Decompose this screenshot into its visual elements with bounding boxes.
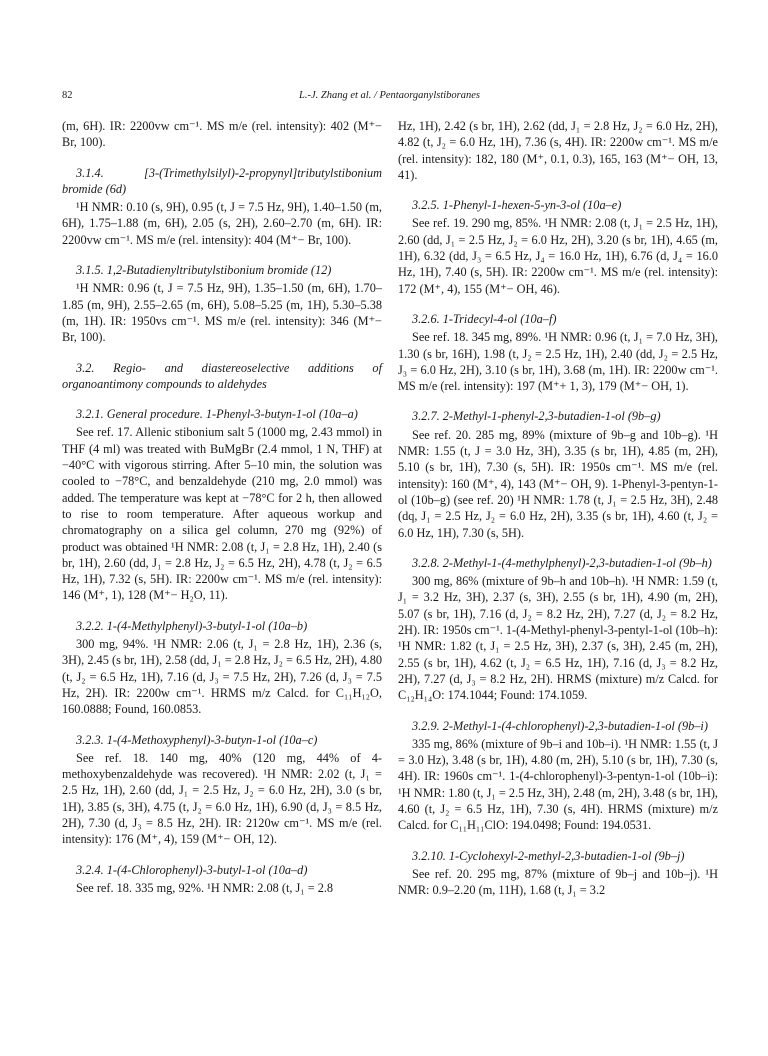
left-column [62,118,382,896]
section-heading: 3.1.4. [3-(Trimethylsilyl)-2-propynyl]tributylstibonium bromide (6d) [62,165,382,196]
section-block [62,732,382,848]
body-paragraph: See ref. 17. Allenic stibonium salt 5 (1000 mg, 2.43 mmol) in THF (4 ml) was treated with BuMgBr (2.4 mmol, 1 N, THF) at −40°C with vigorous stirring. After 5–10 min, the solution was cooled to −78°C, and benzaldehyde (210 mg, 2.0 mmol) was added. The temperature was kept at −78°C for 2 h, then allowed to rise to room temperature. After aqueous workup and chromatography on a silica gel column, 270 mg (92%) of product was obtained ¹H NMR: 2.08 (t, J₁ = 2.8 Hz, 1H), 2.40 (s br, 1H), 2.60 (dd, J₁ = 2.8 Hz, J₂ = 6.5 Hz, 2H), 4.78 (t, J₂ = 6.5 Hz, 1H), 7.32 (s, 5H). IR: 2200w cm⁻¹. MS m/e (rel. intensity): 146 (M⁺, 1), 128 (M⁺− H₂O, 11). [62,425,382,603]
section-heading: 3.2.9. 2-Methyl-1-(4-chlorophenyl)-2,3-butadien-1-ol (9b–i) [412,718,708,733]
section-block [62,360,382,393]
section-heading: 3.2.1. General procedure. 1-Phenyl-3-butyn-1-ol (10a–a) [76,407,358,422]
section-block [62,618,382,718]
section-block [398,718,718,834]
body-paragraph: (m, 6H). IR: 2200vw cm⁻¹. MS m/e (rel. intensity): 402 (M⁺− Br, 100). [62,119,382,150]
section-heading: 3.2.3. 1-(4-Methoxyphenyl)-3-butyn-1-ol (10a–c) [76,732,318,747]
running-title: L.-J. Zhang et al. / Pentaorganylstiboranes [298,90,481,101]
body-paragraph: Hz, 1H), 2.42 (s br, 1H), 2.62 (dd, J₁ = 2.8 Hz, J₂ = 6.0 Hz, 2H), 4.82 (t, J₂ = 6.0 Hz, 1H), 7.36 (s, 4H). IR: 2200w cm⁻¹. MS m/e (rel. intensity): 182, 180 (M⁺, 0.1, 0.3), 165, 163 (M⁺− OH, 13, 41). [398,119,718,182]
section-heading: 3.1.5. 1,2-Butadienyltributylstibonium bromide (12) [76,263,332,278]
section-block [398,197,718,297]
body-paragraph: 300 mg, 94%. ¹H NMR: 2.06 (t, J₁ = 2.8 Hz, 1H), 2.36 (s, 3H), 2.45 (s br, 1H), 2.58 (dd, J₁ = 2.8 Hz, J₂ = 6.5 Hz, 2H), 4.80 (t, J₂ = 6.5 Hz, 1H), 7.16 (d, J₃ = 7.5 Hz, 2H), 7.26 (d, J₃ = 7.5 Hz, 2H). IR: 2200w cm⁻¹. HRMS m/z Calcd. for C₁₁H₁₂O, 160.0888; Found, 160.0853. [62,637,382,717]
section-heading: 3.2. Regio- and diastereoselective additions of organoantimony compounds to aldehydes [62,360,382,391]
section-heading: 3.2.5. 1-Phenyl-1-hexen-5-yn-3-ol (10a–e) [412,198,622,213]
body-paragraph: See ref. 20. 285 mg, 89% (mixture of 9b–g and 10b–g). ¹H NMR: 1.55 (t, J = 3.0 Hz, 3H), 3.35 (s br, 1H), 4.85 (m, 2H), 5.10 (s br, 1H), 7.30 (s, 5H). IR: 1950s cm⁻¹. MS m/e (rel. intensity): 160 (M⁺, 4), 143 (M⁺− OH, 9). 1-Phenyl-3-pentyn-1-ol (10b–g) (see ref. 20) ¹H NMR: 1.78 (t, J₁ = 2.5 Hz, 3H), 2.48 (dq, J₁ = 2.5 Hz, J₂ = 6.0 Hz, 2H), 3.35 (s br, 1H), 4.60 (t, J₂ = 6.0 Hz, 1H), 7.30 (s, 5H). [398,427,718,540]
body-paragraph: See ref. 18. 335 mg, 92%. ¹H NMR: 2.08 (t, J₁ = 2.8 [76,880,334,895]
right-column [398,118,718,898]
section-heading: 3.2.10. 1-Cyclohexyl-2-methyl-2,3-butadien-1-ol (9b–j) [412,848,685,863]
section-block [62,118,382,151]
body-paragraph: See ref. 18. 140 mg, 40% (120 mg, 44% of 4-methoxybenzaldehyde was recovered). ¹H NMR: 2.02 (t, J₁ = 2.5 Hz, 1H), 2.60 (dd, J₁ = 2.5 Hz, J₂ = 6.0 Hz, 2H), 3.0 (s br, 1H), 3.85 (s, 3H), 4.75 (t, J₂ = 6.0 Hz, 1H), 6.90 (d, J₃ = 8.5 Hz, 2H), 7.30 (d, J₃ = 8.5 Hz, 2H). IR: 2120w cm⁻¹. MS m/e (rel. intensity): 176 (M⁺, 4), 159 (M⁺− OH, 12). [62,750,382,847]
body-paragraph: 335 mg, 86% (mixture of 9b–i and 10b–i). ¹H NMR: 1.55 (t, J = 3.0 Hz), 3.48 (s br, 1H), 4.80 (m, 2H), 5.10 (s br, 1H), 7.30 (s, 4H). IR: 1960s cm⁻¹. 1-(4-chlorophenyl)-3-pentyn-1-ol (10b–i): ¹H NMR: 1.80 (t, J₁ = 2.5 Hz, 3H), 2.48 (m, 2H), 3.48 (s br, 1H), 4.60 (t, J₂ = 6.5 Hz, 1H), 7.30 (s, 4H). HRMS (mixture) m/z Calcd. for C₁₁H₁₁ClO: 194.0498; Found: 194.0531. [398,736,718,833]
section-heading: 3.2.7. 2-Methyl-1-phenyl-2,3-butadien-1-ol (9b–g) [412,409,661,424]
body-paragraph: See ref. 18. 345 mg, 89%. ¹H NMR: 0.96 (t, J₁ = 7.0 Hz, 3H), 1.30 (s br, 16H), 1.98 (t, J₂ = 2.5 Hz, 1H), 2.40 (dd, J₂ = 2.5 Hz, J₃ = 6.0 Hz, 2H), 3.10 (s br, 1H), 3.68 (m, 1H). IR: 2200w cm⁻¹. MS m/e (rel. intensity): 197 (M⁺+ 1, 3), 179 (M⁺− OH, 1). [398,330,718,394]
running-header [62,90,717,106]
section-block [62,262,382,345]
section-block [398,408,718,540]
section-heading: 3.2.6. 1-Tridecyl-4-ol (10a–f) [412,311,557,326]
section-block [398,555,718,704]
body-paragraph: See ref. 20. 295 mg, 87% (mixture of 9b–j and 10b–j). ¹H NMR: 0.9–2.20 (m, 11H), 1.68 (t, J₁ = 3.2 [398,866,718,898]
body-paragraph: 300 mg, 86% (mixture of 9b–h and 10b–h). ¹H NMR: 1.59 (t, J₁ = 3.2 Hz, 3H), 2.37 (s, 3H), 2.55 (s br, 1H), 4.90 (m, 2H), 5.07 (s br, 1H), 7.16 (d, J₂ = 8.2 Hz, 2H), 7.27 (d, J₂ = 8.2 Hz, 2H). IR: 1950s cm⁻¹. 1-(4-Methyl-phenyl-3-pentyl-1-ol (10b–h): ¹H NMR: 1.82 (t, J₁ = 2.5 Hz, 3H), 2.37 (s, 3H), 2.45 (m, 2H), 2.55 (s br, 1H), 4.62 (t, J₂ = 6.5 Hz, 1H), 7.16 (d, J₃ = 8.2 Hz, 2H), 7.27 (d, J₃ = 8.2 Hz, 2H). HRMS (mixture) m/z Calcd. for C₁₂H₁₄O: 174.1044; Found: 174.1059. [398,574,718,703]
section-block [62,165,382,248]
page-number: 82 [62,90,73,101]
section-block [398,848,718,899]
section-block [398,311,718,394]
section-heading: 3.2.8. 2-Methyl-1-(4-methylphenyl)-2,3-butadien-1-ol (9b–h) [412,555,712,570]
section-block [62,406,382,604]
section-heading: 3.2.4. 1-(4-Chlorophenyl)-3-butyl-1-ol (10a–d) [76,862,308,877]
body-paragraph: See ref. 19. 290 mg, 85%. ¹H NMR: 2.08 (t, J₁ = 2.5 Hz, 1H), 2.60 (dd, J₁ = 2.5 Hz, J₂ = 6.0 Hz, 2H), 3.20 (s br, 1H), 4.65 (m, 1H), 6.32 (dd, J₃ = 6.5 Hz, J₄ = 16.0 Hz, 1H), 6.76 (d, J₄ = 16.0 Hz, 1H), 7.40 (s, 5H). IR: 2200w cm⁻¹. MS m/e (rel. intensity): 172 (M⁺, 4), 155 (M⁺− OH, 46). [398,216,718,296]
body-paragraph: ¹H NMR: 0.96 (t, J = 7.5 Hz, 9H), 1.35–1.50 (m, 6H), 1.70–1.85 (m, 9H), 2.55–2.65 (m, 6H), 5.08–5.25 (m, 1H), 5.30–5.38 (m, 1H). IR: 1950vs cm⁻¹. MS m/e (rel. intensity): 346 (M⁺− Br, 100). [62,281,382,345]
section-heading: 3.2.2. 1-(4-Methylphenyl)-3-butyl-1-ol (10a–b) [76,618,308,633]
section-block [398,118,718,183]
section-block [62,862,382,897]
body-paragraph: ¹H NMR: 0.10 (s, 9H), 0.95 (t, J = 7.5 Hz, 9H), 1.40–1.50 (m, 6H), 1.75–1.88 (m, 6H), 2.05 (s, 2H), 2.60–2.70 (m, 6H). IR: 2200vw cm⁻¹. MS m/e (rel. intensity): 404 (M⁺− Br, 100). [62,200,382,247]
